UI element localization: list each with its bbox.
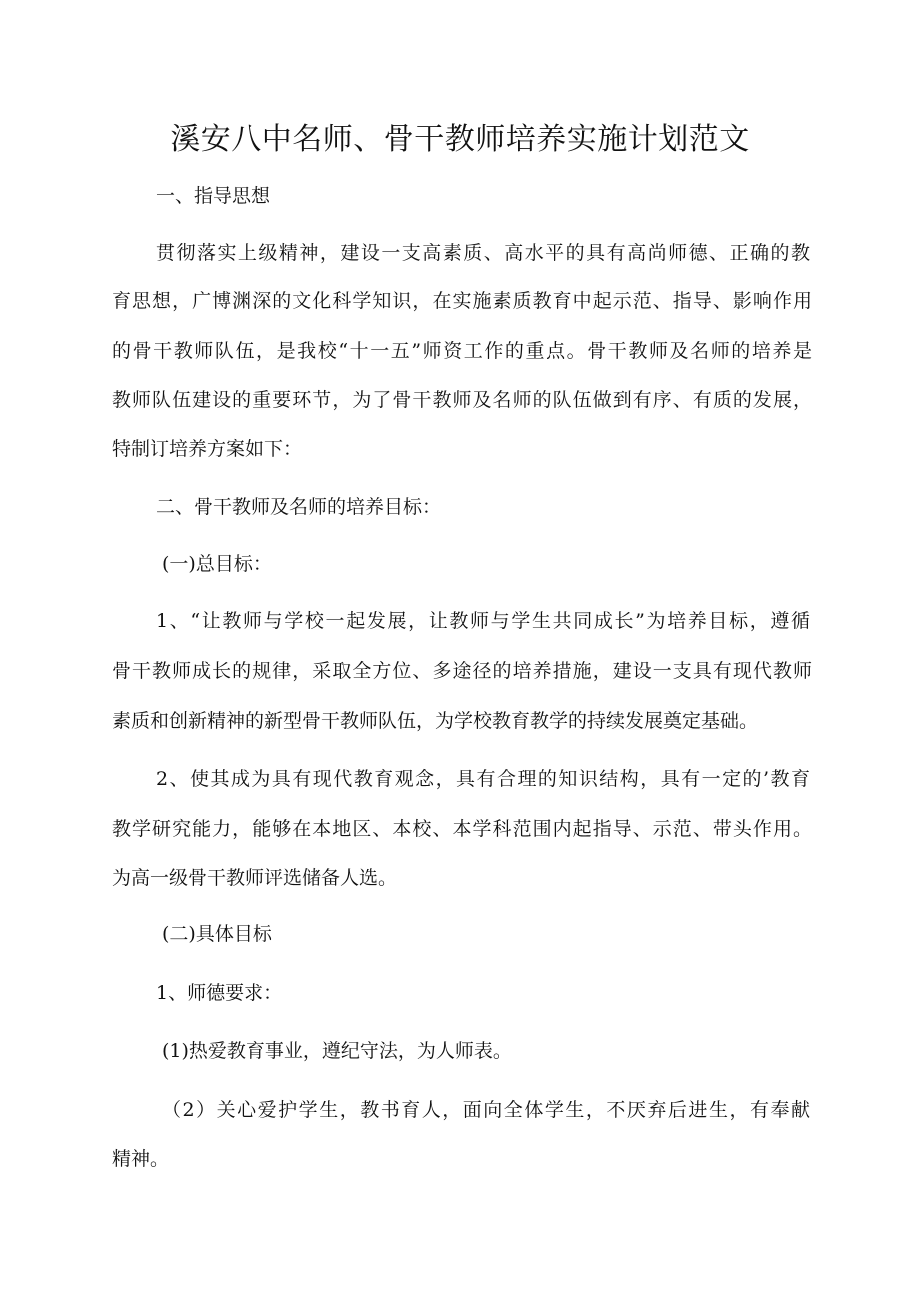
section-heading-guiding-ideology: 一、指导思想 — [156, 185, 271, 207]
paragraph-line: 教师队伍建设的重要环节，为了骨干教师及名师的队伍做到有序、有质的发展， — [112, 389, 812, 411]
section-heading-training-goals: 二、骨干教师及名师的培养目标： — [156, 496, 442, 518]
paragraph-line: 贯彻落实上级精神，建设一支高素质、高水平的具有高尚师德、正确的教 — [156, 242, 810, 264]
item-heading-ethics-requirements: 1、师德要求： — [156, 982, 283, 1004]
paragraph-line: 1、“让教师与学校一起发展，让教师与学生共同成长”为培养目标，遵循 — [156, 610, 810, 632]
paragraph-line: 育思想，广博渊深的文化科学知识，在实施素质教育中起示范、指导、影响作用 — [112, 290, 812, 312]
paragraph-line: 2、使其成为具有现代教育观念，具有合理的知识结构，具有一定的’教育 — [156, 768, 810, 790]
subsection-heading-specific-goals: (二)具体目标 — [162, 923, 272, 945]
paragraph-line: 的骨干教师队伍，是我校“十一五”师资工作的重点。骨干教师及名师的培养是 — [112, 340, 812, 362]
paragraph-line: 教学研究能力，能够在本地区、本校、本学科范围内起指导、示范、带头作用。 — [112, 818, 812, 840]
list-item: (1)热爱教育事业，遵纪守法，为人师表。 — [162, 1040, 512, 1062]
subsection-heading-overall-goal: (一)总目标： — [162, 553, 272, 575]
paragraph-line: 骨干教师成长的规律，采取全方位、多途径的培养措施，建设一支具有现代教师 — [112, 660, 812, 682]
paragraph-line: 素质和创新精神的新型骨干教师队伍，为学校教育教学的持续发展奠定基础。 — [112, 710, 759, 732]
list-item: （2）关心爱护学生，教书育人，面向全体学生，不厌弃后进生，有奉献 — [162, 1099, 810, 1121]
document-title: 溪安八中名师、骨干教师培养实施计划范文 — [170, 122, 750, 157]
paragraph-line: 为高一级骨干教师评选储备人选。 — [112, 867, 398, 889]
paragraph-line: 特制订培养方案如下： — [112, 438, 303, 460]
list-item-continuation: 精神。 — [112, 1148, 170, 1170]
